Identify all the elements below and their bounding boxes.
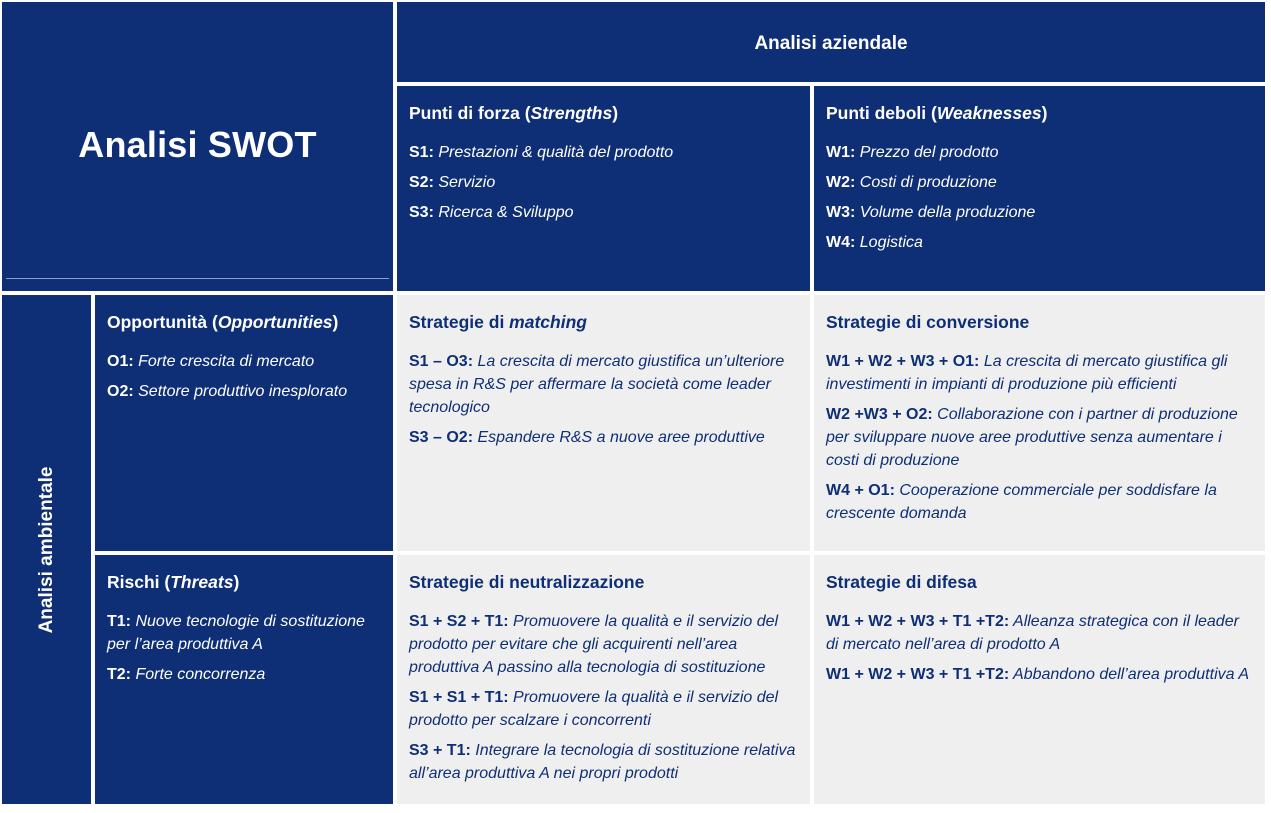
list-item: T2: Forte concorrenza bbox=[107, 666, 266, 683]
list-item: W1 + W2 + W3 + O1: La crescita di mercato giustifica gli investimenti in impianti di produzione più efficienti bbox=[826, 353, 1228, 393]
list-item: W4 + O1: Cooperazione commerciale per soddisfare la crescente domanda bbox=[826, 482, 1217, 522]
wo-strategies-cell bbox=[814, 295, 1265, 551]
weaknesses-heading: Punti deboli (Weaknesses) bbox=[826, 103, 1048, 123]
list-item: O1: Forte crescita di mercato bbox=[107, 353, 315, 370]
list-item: S3 + T1: Integrare la tecnologia di sostituzione relativa all’area produttiva A nei propri prodotti bbox=[409, 742, 796, 782]
wt-heading: Strategie di difesa bbox=[826, 572, 977, 592]
header-analisi-aziendale: Analisi aziendale bbox=[397, 2, 1265, 82]
header-analisi-ambientale-label: Analisi ambientale bbox=[35, 466, 57, 633]
list-item: W2: Costi di produzione bbox=[826, 174, 997, 191]
opportunities-heading: Opportunità (Opportunities) bbox=[107, 312, 339, 332]
header-analisi-ambientale bbox=[2, 295, 91, 804]
list-item: O2: Settore produttivo inesplorato bbox=[107, 383, 348, 400]
divider bbox=[6, 278, 389, 279]
strengths-heading: Punti di forza (Strengths) bbox=[409, 103, 619, 123]
wt-strategies-cell bbox=[814, 555, 1265, 804]
threats-cell bbox=[95, 555, 393, 804]
wo-heading: Strategie di conversione bbox=[826, 312, 1030, 332]
opportunities-cell bbox=[95, 295, 393, 551]
swot-title-cell bbox=[2, 2, 393, 291]
so-heading: Strategie di matching bbox=[409, 312, 587, 332]
strengths-cell bbox=[397, 86, 810, 291]
list-item: S1: Prestazioni & qualità del prodotto bbox=[409, 144, 674, 161]
st-heading: Strategie di neutralizzazione bbox=[409, 572, 645, 592]
so-strategies-cell bbox=[397, 295, 810, 551]
list-item: S3: Ricerca & Sviluppo bbox=[409, 204, 574, 221]
list-item: W2 +W3 + O2: Collaborazione con i partner di produzione per sviluppare nuove aree produttive senza aumentare i costi di produzione bbox=[826, 406, 1238, 469]
list-item: T1: Nuove tecnologie di sostituzione per l’area produttiva A bbox=[107, 613, 365, 653]
threats-heading: Rischi (Threats) bbox=[107, 572, 240, 592]
weaknesses-cell bbox=[814, 86, 1265, 291]
page-title: Analisi SWOT bbox=[78, 124, 317, 165]
list-item: S3 – O2: Espandere R&S a nuove aree produttive bbox=[409, 429, 765, 446]
list-item: S1 – O3: La crescita di mercato giustifica un’ulteriore spesa in R&S per affermare la società come leader tecnologico bbox=[409, 353, 785, 416]
list-item: W4: Logistica bbox=[826, 234, 923, 251]
list-item: S2: Servizio bbox=[409, 174, 496, 191]
list-item: W1: Prezzo del prodotto bbox=[826, 144, 999, 161]
list-item: W3: Volume della produzione bbox=[826, 204, 1036, 221]
list-item: S1 + S2 + T1: Promuovere la qualità e il servizio del prodotto per evitare che gli acquirenti nell’area produttiva A passino alla tecnologia di sostituzione bbox=[409, 613, 779, 676]
list-item: W1 + W2 + W3 + T1 +T2: Abbandono dell’area produttiva A bbox=[826, 666, 1250, 683]
st-strategies-cell bbox=[397, 555, 810, 804]
list-item: W1 + W2 + W3 + T1 +T2: Alleanza strategica con il leader di mercato nell’area di prodotto A bbox=[826, 613, 1239, 653]
list-item: S1 + S1 + T1: Promuovere la qualità e il servizio del prodotto per scalzare i concorrenti bbox=[409, 689, 779, 729]
